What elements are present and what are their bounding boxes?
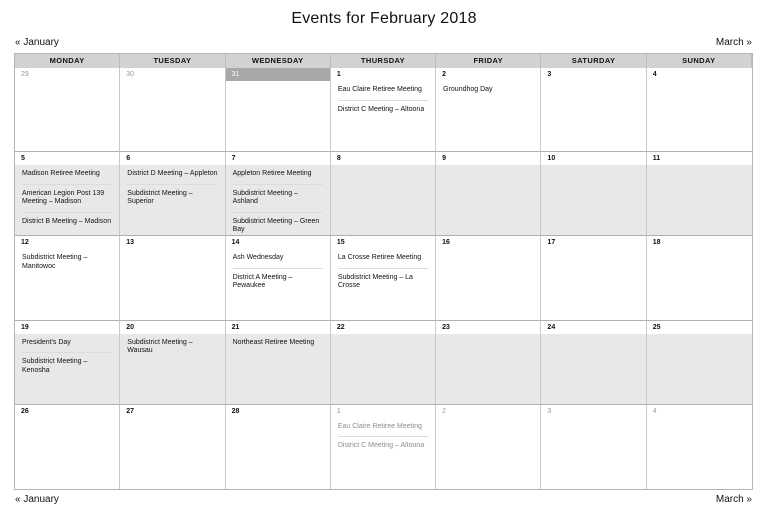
day-number[interactable]: 7 bbox=[226, 152, 330, 165]
day-cell[interactable] bbox=[541, 236, 646, 320]
day-number[interactable]: 25 bbox=[647, 321, 752, 334]
event-link[interactable]: Eau Claire Retiree Meeting bbox=[338, 84, 428, 101]
day-cell[interactable] bbox=[15, 68, 120, 152]
day-number[interactable]: 14 bbox=[226, 236, 330, 249]
day-cell[interactable] bbox=[226, 321, 331, 405]
day-cell[interactable] bbox=[436, 236, 541, 320]
day-cell[interactable] bbox=[15, 321, 120, 405]
day-events bbox=[541, 418, 645, 489]
day-cell[interactable] bbox=[15, 236, 120, 320]
day-cell[interactable] bbox=[120, 68, 225, 152]
weekday-header-sunday: SUNDAY bbox=[647, 54, 752, 68]
prev-month-link[interactable]: « January bbox=[15, 37, 59, 48]
event-link[interactable]: American Legion Post 139 Meeting – Madison bbox=[22, 188, 112, 213]
day-cell[interactable] bbox=[226, 68, 331, 152]
day-events bbox=[15, 165, 119, 235]
day-number[interactable]: 23 bbox=[436, 321, 540, 334]
day-events bbox=[331, 249, 435, 319]
day-number[interactable]: 22 bbox=[331, 321, 435, 334]
event-link[interactable]: Madison Retiree Meeting bbox=[22, 168, 112, 185]
next-month-link[interactable]: March » bbox=[715, 37, 752, 48]
day-cell[interactable] bbox=[331, 152, 436, 236]
day-number[interactable]: 20 bbox=[120, 321, 224, 334]
day-number[interactable]: 5 bbox=[15, 152, 119, 165]
day-number[interactable]: 13 bbox=[120, 236, 224, 249]
day-events bbox=[15, 418, 119, 489]
weekday-header-wednesday: WEDNESDAY bbox=[226, 54, 331, 68]
event-link[interactable]: Subdistrict Meeting – Kenosha bbox=[22, 358, 88, 374]
day-events bbox=[436, 334, 540, 404]
event-link[interactable]: Appleton Retiree Meeting bbox=[233, 168, 323, 185]
day-events bbox=[15, 81, 119, 151]
day-cell[interactable] bbox=[541, 152, 646, 236]
day-cell[interactable] bbox=[15, 405, 120, 489]
day-number[interactable]: 9 bbox=[436, 152, 540, 165]
event-link[interactable]: District A Meeting – Pewaukee bbox=[232, 273, 293, 290]
day-number[interactable]: 30 bbox=[120, 68, 224, 81]
day-number[interactable]: 2 bbox=[436, 68, 540, 81]
day-number[interactable]: 4 bbox=[647, 405, 752, 418]
day-cell[interactable] bbox=[120, 152, 225, 236]
event-link[interactable]: La Crosse Retiree Meeting bbox=[338, 252, 428, 269]
day-number[interactable]: 1 bbox=[331, 68, 435, 81]
day-cell[interactable] bbox=[541, 68, 646, 152]
day-cell[interactable] bbox=[120, 405, 225, 489]
day-number[interactable]: 16 bbox=[436, 236, 540, 249]
day-number[interactable]: 10 bbox=[541, 152, 645, 165]
day-number[interactable]: 17 bbox=[541, 236, 645, 249]
day-number[interactable]: 12 bbox=[15, 236, 119, 249]
day-events bbox=[331, 334, 435, 404]
day-number[interactable]: 8 bbox=[331, 152, 435, 165]
page-title: Events for February 2018 bbox=[291, 10, 477, 27]
day-events bbox=[647, 418, 752, 489]
day-events bbox=[226, 334, 330, 404]
day-number[interactable]: 29 bbox=[15, 68, 119, 81]
day-cell[interactable] bbox=[120, 236, 225, 320]
day-events bbox=[226, 81, 330, 151]
day-events bbox=[15, 249, 119, 319]
day-number[interactable]: 26 bbox=[15, 405, 119, 418]
day-events bbox=[541, 165, 645, 235]
day-cell[interactable] bbox=[647, 405, 752, 489]
event-link[interactable]: President's Day bbox=[22, 337, 112, 354]
event-link[interactable]: Northeast Retiree Meeting bbox=[232, 338, 315, 346]
day-events bbox=[226, 165, 330, 235]
event-link[interactable]: Subdistrict Meeting – Manitowoc bbox=[22, 254, 88, 270]
day-cell[interactable] bbox=[436, 321, 541, 405]
event-link[interactable]: Subdistrict Meeting – Green Bay bbox=[232, 217, 320, 234]
weekday-header-tuesday: TUESDAY bbox=[120, 54, 225, 68]
weekday-header-thursday: THURSDAY bbox=[331, 54, 436, 68]
event-link[interactable]: Groundhog Day bbox=[443, 86, 493, 93]
weekday-header-monday: MONDAY bbox=[15, 54, 120, 68]
day-events bbox=[647, 165, 752, 235]
event-link[interactable]: Eau Claire Retiree Meeting bbox=[338, 421, 428, 438]
day-cell[interactable] bbox=[541, 321, 646, 405]
month-calendar-grid bbox=[14, 53, 753, 490]
day-cell[interactable] bbox=[647, 68, 752, 152]
event-link[interactable]: District D Meeting – Appleton bbox=[127, 168, 217, 185]
day-cell[interactable] bbox=[331, 405, 436, 489]
day-cell[interactable] bbox=[436, 152, 541, 236]
day-events bbox=[436, 249, 540, 319]
event-link[interactable]: Subdistrict Meeting – Wausau bbox=[127, 338, 193, 355]
day-events bbox=[120, 165, 224, 235]
day-events bbox=[541, 249, 645, 319]
day-events bbox=[331, 81, 435, 151]
day-cell[interactable] bbox=[436, 405, 541, 489]
day-events bbox=[647, 81, 752, 151]
day-number[interactable]: 2 bbox=[436, 405, 540, 418]
day-number[interactable]: 15 bbox=[331, 236, 435, 249]
day-number[interactable]: 11 bbox=[647, 152, 752, 165]
day-number[interactable]: 24 bbox=[541, 321, 645, 334]
day-number[interactable]: 21 bbox=[226, 321, 330, 334]
day-events bbox=[226, 249, 330, 319]
day-cell[interactable] bbox=[15, 152, 120, 236]
day-cell[interactable] bbox=[331, 68, 436, 152]
day-events bbox=[120, 334, 224, 404]
day-events bbox=[331, 165, 435, 235]
day-events bbox=[541, 334, 645, 404]
day-events bbox=[15, 334, 119, 404]
day-events bbox=[541, 81, 645, 151]
day-cell[interactable] bbox=[331, 321, 436, 405]
day-number[interactable]: 1 bbox=[331, 405, 435, 418]
day-events bbox=[647, 334, 752, 404]
next-month-link-bottom[interactable]: March » bbox=[715, 494, 752, 505]
event-link[interactable]: Subdistrict Meeting – La Crosse bbox=[337, 273, 413, 290]
day-cell[interactable] bbox=[226, 152, 331, 236]
day-cell[interactable] bbox=[647, 152, 752, 236]
day-cell[interactable] bbox=[226, 236, 331, 320]
day-cell[interactable] bbox=[541, 405, 646, 489]
day-cell[interactable] bbox=[120, 321, 225, 405]
event-link[interactable]: District C Meeting – Altoona bbox=[337, 442, 425, 450]
event-link[interactable]: Ash Wednesday bbox=[233, 252, 323, 269]
day-events bbox=[120, 418, 224, 489]
day-number[interactable]: 4 bbox=[647, 68, 752, 81]
day-number[interactable]: 19 bbox=[15, 321, 119, 334]
day-cell[interactable] bbox=[436, 68, 541, 152]
day-cell[interactable] bbox=[331, 236, 436, 320]
day-number[interactable]: 18 bbox=[647, 236, 752, 249]
event-link[interactable]: Subdistrict Meeting – Superior bbox=[127, 189, 193, 206]
event-link[interactable]: Subdistrict Meeting – Ashland bbox=[233, 188, 323, 213]
event-link[interactable]: District B Meeting – Madison bbox=[22, 217, 112, 225]
day-events bbox=[436, 418, 540, 489]
day-number[interactable]: 3 bbox=[541, 68, 645, 81]
weekday-header-friday: FRIDAY bbox=[436, 54, 541, 68]
day-number[interactable]: 28 bbox=[226, 405, 330, 418]
day-events bbox=[647, 249, 752, 319]
day-number[interactable]: 31 bbox=[226, 68, 330, 81]
day-events bbox=[226, 418, 330, 489]
day-number[interactable]: 3 bbox=[541, 405, 645, 418]
prev-month-link-bottom[interactable]: « January bbox=[15, 494, 59, 505]
day-events bbox=[331, 418, 435, 489]
day-cell[interactable] bbox=[647, 321, 752, 405]
day-cell[interactable] bbox=[647, 236, 752, 320]
day-events bbox=[436, 81, 540, 151]
day-number[interactable]: 27 bbox=[120, 405, 224, 418]
day-events bbox=[436, 165, 540, 235]
weekday-header-saturday: SATURDAY bbox=[541, 54, 646, 68]
day-events bbox=[120, 249, 224, 319]
day-events bbox=[120, 81, 224, 151]
day-number[interactable]: 6 bbox=[120, 152, 224, 165]
event-link[interactable]: District C Meeting – Altoona bbox=[337, 105, 425, 113]
day-cell[interactable] bbox=[226, 405, 331, 489]
